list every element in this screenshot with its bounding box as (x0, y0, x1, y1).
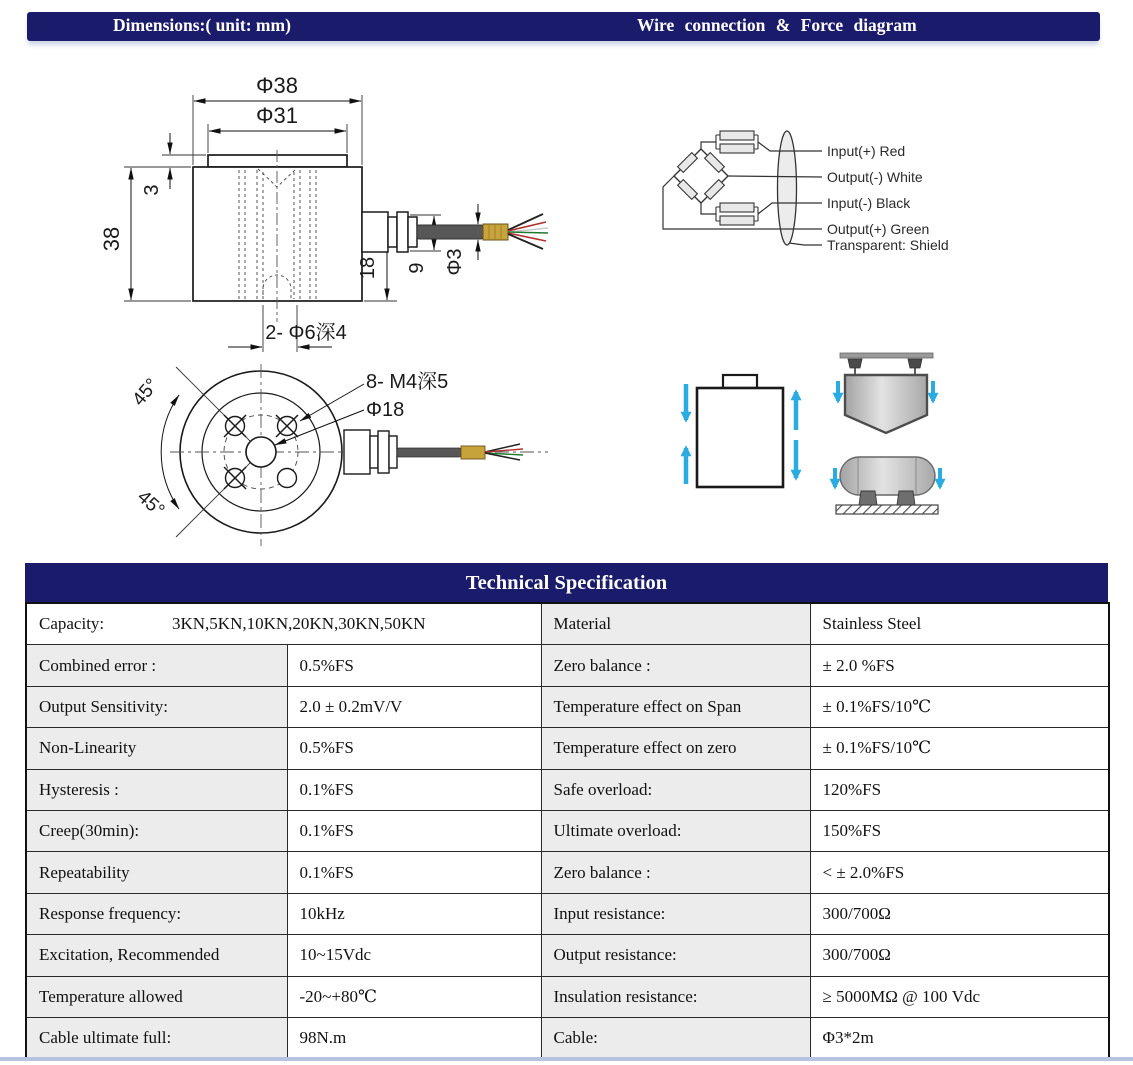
dim-center-dia: Φ18 (366, 399, 405, 421)
bottom-cable (397, 448, 461, 457)
dim-thread-holes: 8- M4深5 (366, 371, 449, 393)
cable (417, 225, 483, 239)
dim-nut-height: 9 (406, 262, 428, 274)
table-row (26, 645, 1109, 686)
spec-label: Non-Linearity (26, 728, 287, 769)
table-row (26, 810, 1109, 851)
spec-value: < ± 2.0%FS (810, 852, 1109, 893)
spec-value: ≥ 5000MΩ @ 100 Vdc (810, 976, 1109, 1017)
spec-value: ± 2.0 %FS (810, 645, 1109, 686)
spec-label: Temperature allowed (26, 976, 287, 1017)
load-cell-cap (208, 155, 347, 167)
center-hole (246, 437, 276, 467)
wire-labels (827, 143, 949, 253)
dim-cable-dia: Φ3 (444, 248, 466, 276)
ground-hatch (836, 505, 938, 514)
cable-gland (362, 212, 417, 252)
spec-label: Response frequency: (26, 893, 287, 934)
wire-label-input-minus: Input(-) Black (827, 195, 911, 211)
force-cell-body (697, 388, 783, 487)
table-row (26, 686, 1109, 727)
spec-label: Safe overload: (541, 769, 810, 810)
dim-angle-bottom: 45° (132, 486, 169, 522)
top-header-bar (27, 12, 1100, 41)
table-row (26, 769, 1109, 810)
spec-label: Output resistance: (541, 935, 810, 976)
spec-label: Combined error : (26, 645, 287, 686)
spec-value: 0.5%FS (287, 728, 541, 769)
spec-label: Ultimate overload: (541, 810, 810, 851)
technical-drawings (0, 55, 1133, 560)
bottom-accent-line (0, 1057, 1133, 1061)
spec-label: Input resistance: (541, 893, 810, 934)
dimensions-title: Dimensions:( unit: mm) (113, 15, 291, 35)
dim-bottom-holes: 2- Φ6深4 (265, 322, 347, 344)
hopper-illustration (838, 353, 933, 433)
wire-label-output-minus: Output(-) White (827, 169, 923, 185)
side-view-drawing (99, 73, 548, 352)
spec-value: 120%FS (810, 769, 1109, 810)
bottom-cable-gland (344, 430, 397, 474)
spec-label: Repeatability (26, 852, 287, 893)
dim-angle-top: 45° (128, 374, 164, 411)
wire-connection-diagram (663, 131, 949, 253)
spec-value: 150%FS (810, 810, 1109, 851)
capacity-cell (26, 603, 541, 645)
table-row (26, 852, 1109, 893)
table-row (26, 976, 1109, 1017)
spec-label: Excitation, Recommended (26, 935, 287, 976)
force-diagram (686, 353, 940, 514)
dim-dia-cap: Φ31 (255, 103, 299, 128)
spec-value: 300/700Ω (810, 935, 1109, 976)
bottom-ferrule (461, 446, 485, 459)
spec-value: ± 0.1%FS/10℃ (810, 728, 1109, 769)
wire-force-title: Wire connection & Force diagram (637, 15, 917, 35)
bridge-diamond (674, 149, 728, 203)
dim-connector-height: 18 (357, 256, 379, 280)
wire-label-input-plus: Input(+) Red (827, 143, 906, 159)
tank-illustration (835, 457, 940, 514)
spec-table-title: Technical Specification (25, 563, 1108, 602)
spec-value: 98N.m (287, 1017, 541, 1059)
wire-label-shield: Transparent: Shield (827, 237, 949, 253)
dim-cap-height: 3 (141, 184, 163, 196)
spec-label: Temperature effect on zero (541, 728, 810, 769)
spec-value: 300/700Ω (810, 893, 1109, 934)
spec-label: Material (541, 603, 810, 645)
spec-value: 0.1%FS (287, 810, 541, 851)
spec-value: Φ3*2m (810, 1017, 1109, 1059)
table-row (26, 935, 1109, 976)
wire-label-output-plus: Output(+) Green (827, 221, 930, 237)
spec-value: 10kHz (287, 893, 541, 934)
spec-value: -20~+80℃ (287, 976, 541, 1017)
spec-label: Zero balance : (541, 852, 810, 893)
table-row (26, 893, 1109, 934)
spec-label: Temperature effect on Span (541, 686, 810, 727)
table-row (26, 1017, 1109, 1059)
capacity-value: 3KN,5KN,10KN,20KN,30KN,50KN (172, 614, 426, 634)
spec-value: 0.1%FS (287, 769, 541, 810)
spec-value: 2.0 ± 0.2mV/V (287, 686, 541, 727)
wire-ends (508, 214, 548, 249)
spec-label: Zero balance : (541, 645, 810, 686)
table-row (26, 728, 1109, 769)
spec-label: Creep(30min): (26, 810, 287, 851)
spec-value: ± 0.1%FS/10℃ (810, 686, 1109, 727)
spec-label: Hysteresis : (26, 769, 287, 810)
capacity-label: Capacity: (39, 614, 105, 634)
spec-label: Output Sensitivity: (26, 686, 287, 727)
spec-value: Stainless Steel (810, 603, 1109, 645)
spec-value: 0.5%FS (287, 645, 541, 686)
spec-value: 10~15Vdc (287, 935, 541, 976)
force-cell-cap (723, 375, 757, 388)
bottom-view-drawing (129, 364, 548, 546)
dim-dia-outer: Φ38 (255, 73, 299, 98)
spec-label: Insulation resistance: (541, 976, 810, 1017)
spec-label: Cable: (541, 1017, 810, 1059)
cable-ferrule (483, 224, 508, 240)
spec-value: 0.1%FS (287, 852, 541, 893)
table-row (26, 603, 1109, 645)
spec-table (25, 602, 1110, 1060)
spec-label: Cable ultimate full: (26, 1017, 287, 1059)
dim-height: 38 (99, 226, 124, 252)
